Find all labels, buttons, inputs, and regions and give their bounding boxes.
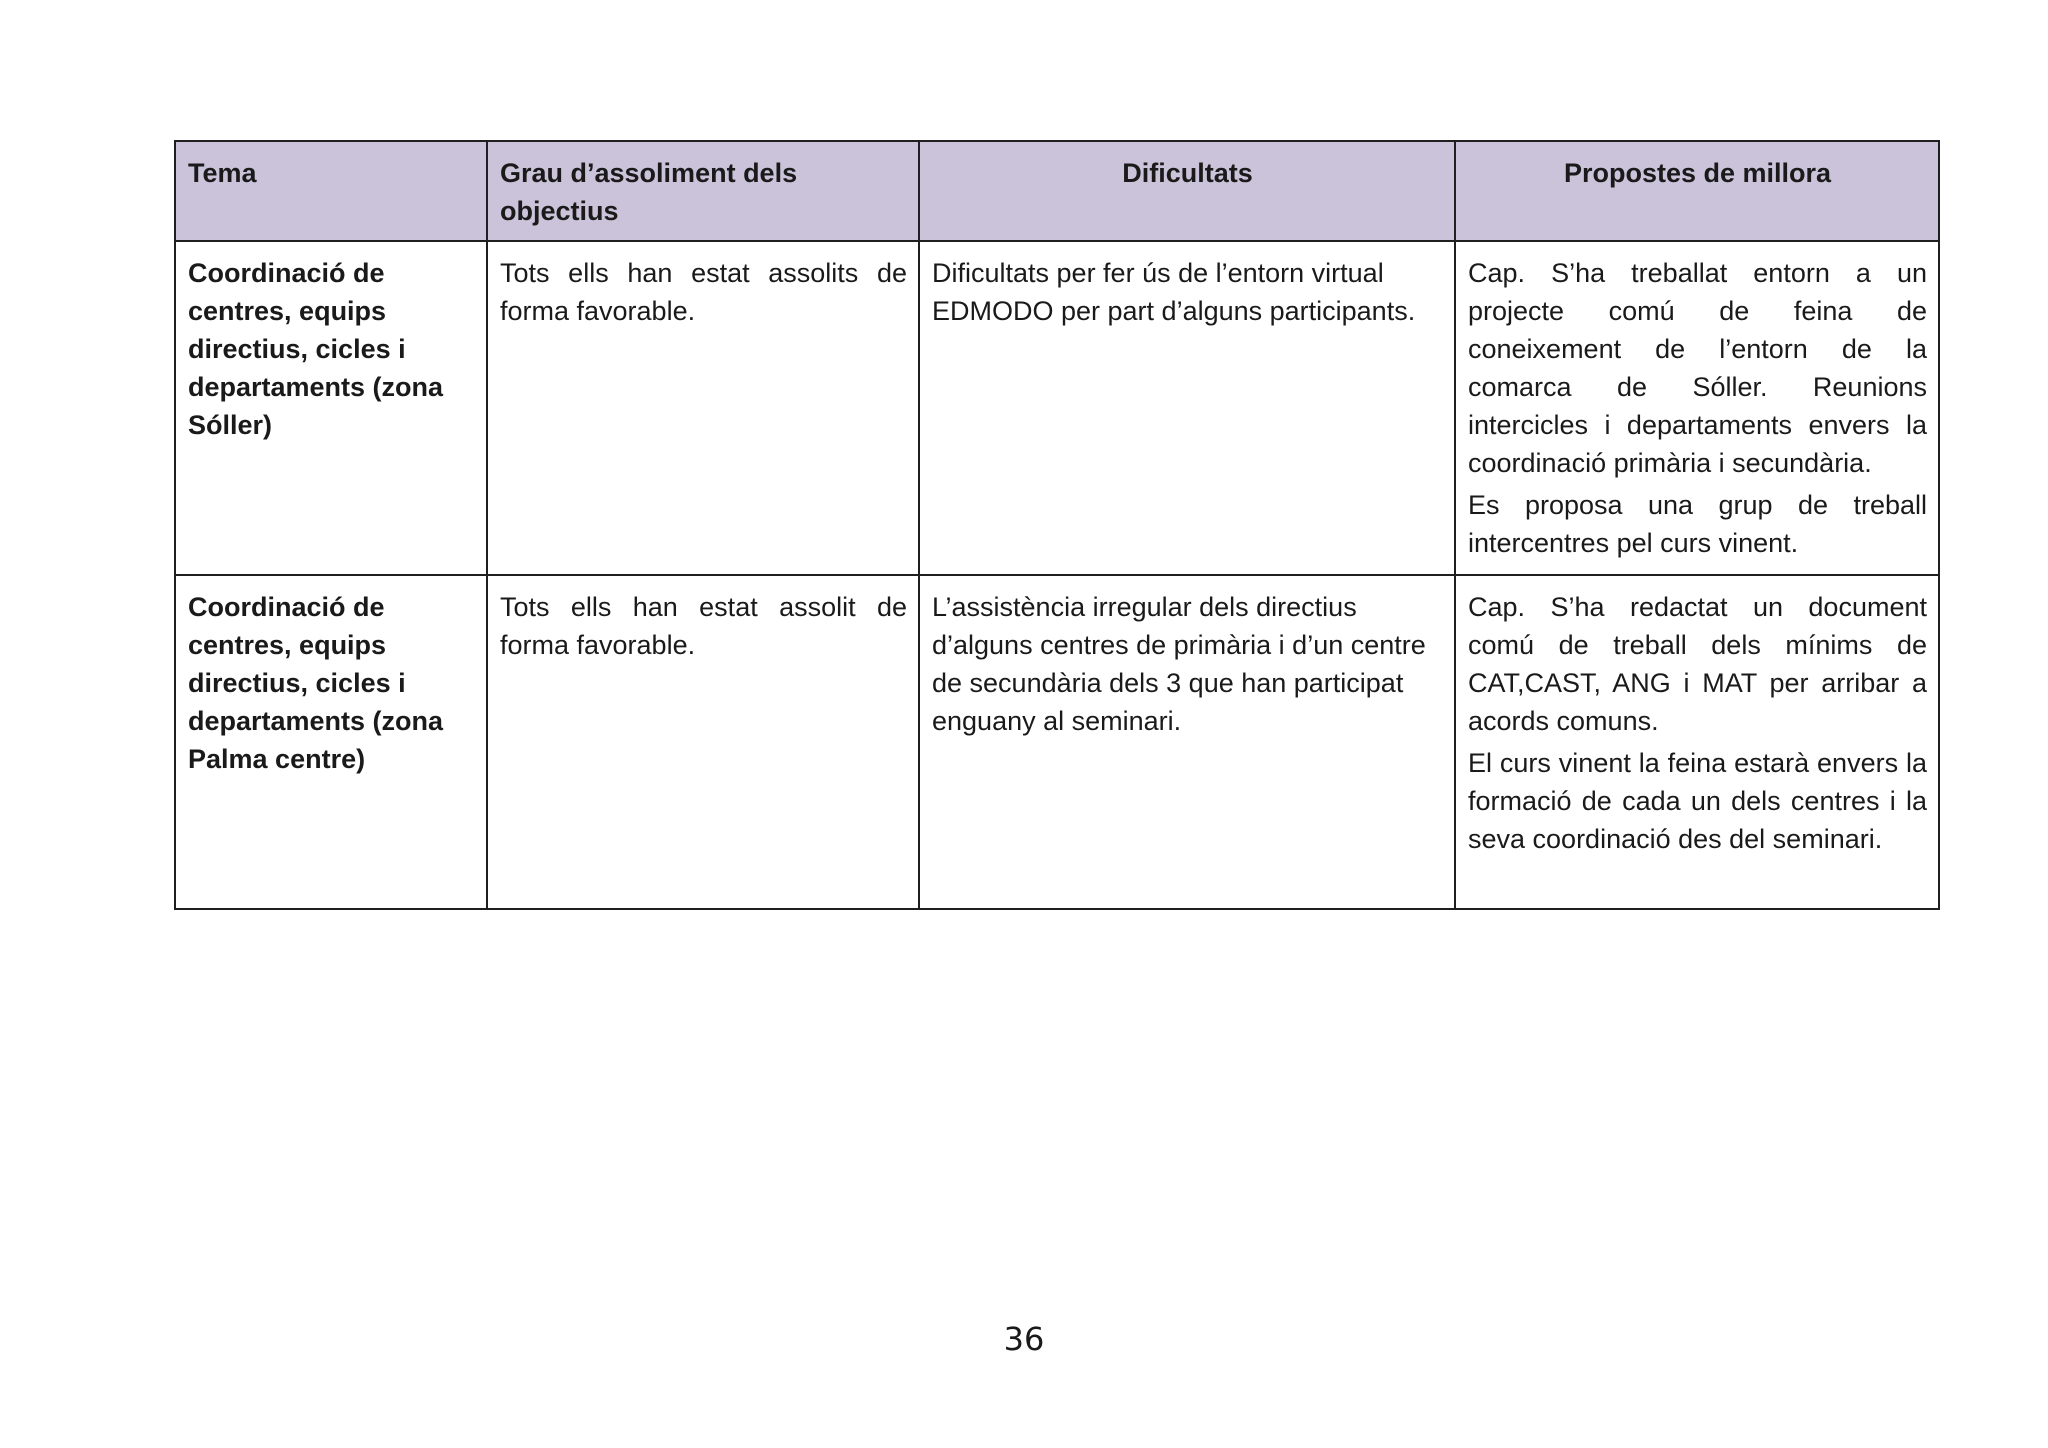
header-propostes-millora: Propostes de millora (1455, 141, 1939, 241)
header-row (175, 141, 1939, 241)
cell-tema: Coordinació de centres, equips directius, cicles i departaments (zona Sóller) (175, 241, 487, 575)
cell-grau: Tots ells han estat assolit de forma favorable. (487, 575, 919, 909)
cell-dificultats: L’assistència irregular dels directius d’alguns centres de primària i d’un centre de secundària dels 3 que han participat enguany al seminari. (919, 575, 1455, 909)
header-dificultats: Dificultats (919, 141, 1455, 241)
propostes-paragraph: Cap. S’ha redactat un document comú de treball dels mínims de CAT,CAST, ANG i MAT per arribar a acords comuns. (1468, 592, 1927, 736)
table-body (175, 241, 1939, 909)
table-row (175, 575, 1939, 909)
header-tema: Tema (175, 141, 487, 241)
cell-grau: Tots ells han estat assolits de forma favorable. (487, 241, 919, 575)
table-header (175, 141, 1939, 241)
evaluation-table (174, 140, 1940, 910)
header-grau-assoliment: Grau d’assoliment dels objectius (487, 141, 919, 241)
table-row (175, 241, 1939, 575)
cell-dificultats: Dificultats per fer ús de l’entorn virtual EDMODO per part d’alguns participants. (919, 241, 1455, 575)
propostes-paragraph: Es proposa una grup de treball intercentres pel curs vinent. (1468, 490, 1927, 558)
propostes-paragraph: El curs vinent la feina estarà envers la formació de cada un dels centres i la seva coordinació des del seminari. (1468, 748, 1927, 854)
cell-tema: Coordinació de centres, equips directius, cicles i departaments (zona Palma centre) (175, 575, 487, 909)
cell-propostes (1455, 575, 1939, 909)
page-number: 36 (1003, 1320, 1045, 1358)
cell-propostes (1455, 241, 1939, 575)
propostes-paragraph: Cap. S’ha treballat entorn a un projecte comú de feina de coneixement de l’entorn de la comarca de Sóller. Reunions intercicles i departaments envers la coordinació primària i secundària. (1468, 258, 1927, 478)
